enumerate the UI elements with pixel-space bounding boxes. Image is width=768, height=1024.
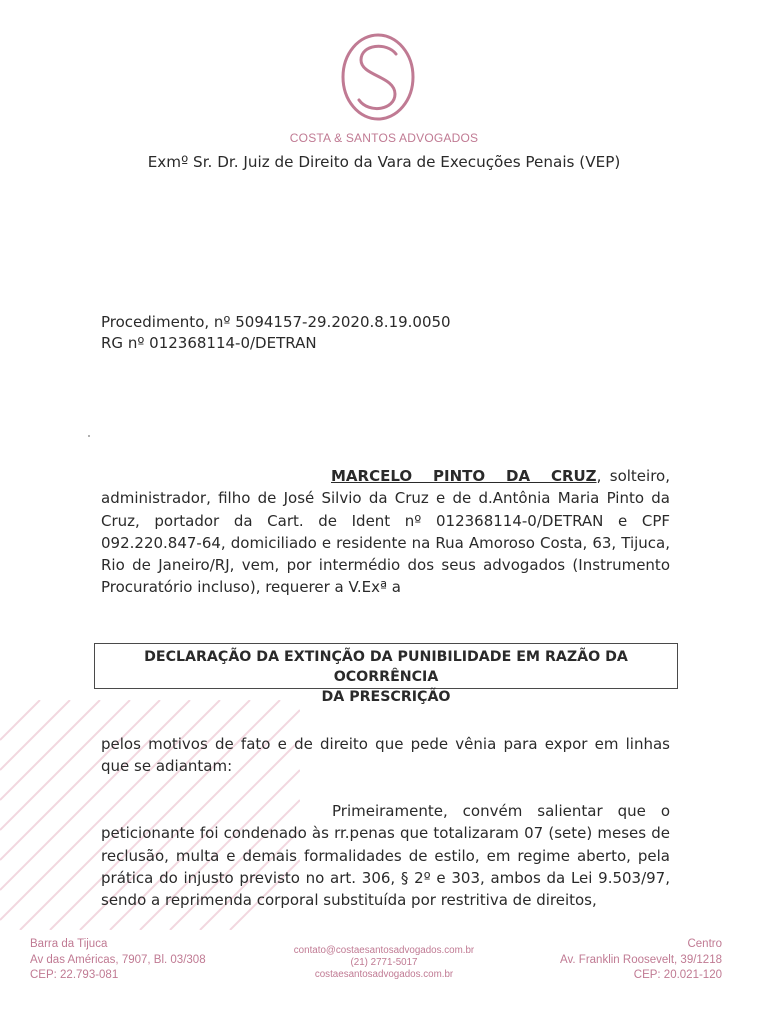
- client-name: MARCELO PINTO DA CRUZ: [331, 467, 597, 485]
- title-line-2: DA PRESCRIÇÃO: [321, 689, 451, 705]
- footer-email: contato@costaesantosadvogados.com.br: [293, 945, 475, 956]
- petition-title-box: [94, 643, 678, 705]
- cs-monogram-logo-icon: [339, 32, 417, 128]
- footer-left-cep: CEP: 22.793-081: [30, 969, 119, 981]
- facts-text: Primeiramente, convém salientar que o peticionante foi condenado às rr.penas que totalizaram 07 (sete) meses de reclusão, multa e demais formalidades de estilo, em regime aberto, pela prática do injusto previsto no art. 306, § 2º e 303, ambos da Lei 9.503/97, sendo a reprimenda corporal substituída por restritiva de direitos,: [101, 802, 670, 910]
- addressee-line: Exmº Sr. Dr. Juiz de Direito da Vara de Execuções Penais (VEP): [147, 153, 621, 171]
- title-line-1: DECLARAÇÃO DA EXTINÇÃO DA PUNIBILIDADE EM RAZÃO DA OCORRÊNCIA: [144, 649, 628, 685]
- footer-left-office: Barra da Tijuca: [30, 938, 108, 950]
- footer-left-address: Av das Américas, 7907, Bl. 03/308: [30, 953, 206, 966]
- intro-text: , solteiro, administrador, filho de José Silvio da Cruz e de d.Antônia Maria Pinto da Cruz, portador da Cart. de Ident nº 012368114-0/DETRAN e CPF 092.220.847-64, domiciliado e residente na Rua Amoroso Costa, 63, Tijuca, Rio de Janeiro/RJ, vem, por intermédio dos seus advogados (Instrumento Procuratório incluso), requerer a V.Exª a: [101, 467, 670, 597]
- procedure-number: Procedimento, nº 5094157-29.2020.8.19.0050: [101, 313, 451, 331]
- case-identifiers: [101, 312, 451, 354]
- footer-site: costaesantosadvogados.com.br: [314, 969, 454, 980]
- firm-name: COSTA & SANTOS ADVOGADOS: [289, 131, 479, 145]
- footer-right-cep: CEP: 20.021-120: [633, 969, 722, 981]
- facts-paragraph: [101, 800, 670, 911]
- footer-right-address: Av. Franklin Roosevelt, 39/1218: [560, 953, 722, 966]
- scan-speck: [88, 435, 90, 437]
- reasons-paragraph: pelos motivos de fato e de direito que pede vênia para expor em linhas que se adiantam:: [101, 735, 670, 776]
- footer-office-centro: [560, 937, 722, 984]
- footer-phone: (21) 2771-5017: [350, 957, 418, 968]
- rg-number: RG nº 012368114-0/DETRAN: [101, 334, 317, 352]
- intro-paragraph: [101, 465, 670, 599]
- footer-right-office: Centro: [687, 938, 722, 950]
